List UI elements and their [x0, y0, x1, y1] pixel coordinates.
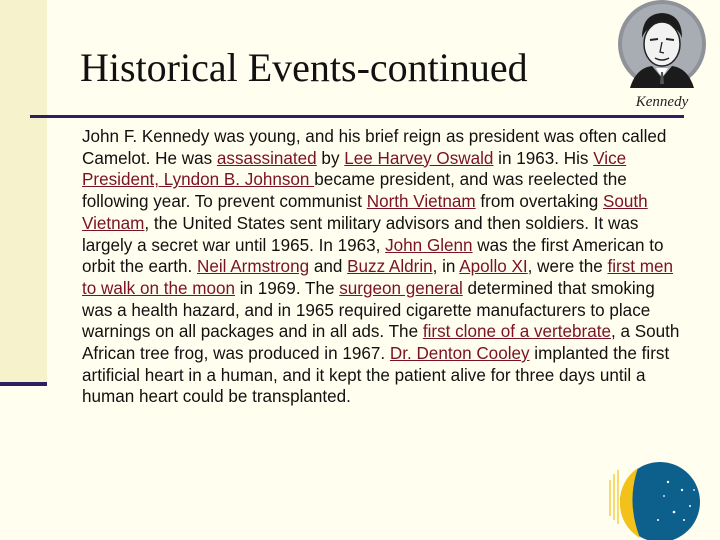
link-buzz-aldrin[interactable]: Buzz Aldrin — [347, 257, 433, 277]
left-accent-rule — [0, 382, 47, 386]
portrait-caption: Kennedy — [635, 94, 689, 110]
moon-globe-icon — [598, 460, 710, 540]
link-north-vietnam[interactable]: North Vietnam — [366, 192, 476, 212]
link-denton-cooley[interactable]: Dr. Denton Cooley — [389, 344, 530, 364]
left-accent-bar — [0, 0, 47, 382]
link-surgeon-general[interactable]: surgeon general — [339, 278, 463, 298]
link-john-glenn[interactable]: John Glenn — [385, 235, 473, 255]
body-paragraph: John F. Kennedy was young, and his brief reign as president was often called Camelot. He was assassinated by Lee Harvey Oswald in 1963. His Vice President, Lyndon B. Johnson became president, and was reelected the following year. To prevent communist North Vietnam from overtaking South Vietnam, the United States sent military advisors and then soldiers. It was largely a secret war until 1965. In 1963, John Glenn was the first American to orbit the earth. Neil Armstrong and Buzz Aldrin, in Apollo XI, were the first men to walk on the moon in 1969. The surgeon general determined that smoking was a health hazard, and in 1965 required cigarette manufacturers to place warnings on all packages and in all ads. The first clone of a vertebrate, a South African tree frog, was produced in 1967. Dr. Denton Cooley implanted the first artificial heart in a human, and it kept the patient alive for three days until a human heart could be transplanted. — [82, 127, 680, 407]
slide-title: Historical Events-continued — [80, 45, 528, 90]
kennedy-portrait-icon — [612, 0, 712, 112]
link-assassinated[interactable]: assassinated — [216, 148, 317, 168]
link-apollo-xi[interactable]: Apollo XI — [459, 257, 528, 277]
link-lee-harvey-oswald[interactable]: Lee Harvey Oswald — [344, 148, 494, 168]
link-neil-armstrong[interactable]: Neil Armstrong — [196, 257, 310, 277]
link-first-men-on-moon[interactable]: first men to walk on the moon — [82, 257, 674, 298]
link-first-clone-vertebrate[interactable]: first clone of a vertebrate — [422, 322, 611, 342]
link-vice-president-johnson[interactable]: Vice President, Lyndon B. Johnson — [82, 148, 627, 190]
title-divider — [30, 115, 684, 118]
link-south-vietnam[interactable]: South Vietnam — [82, 192, 648, 233]
